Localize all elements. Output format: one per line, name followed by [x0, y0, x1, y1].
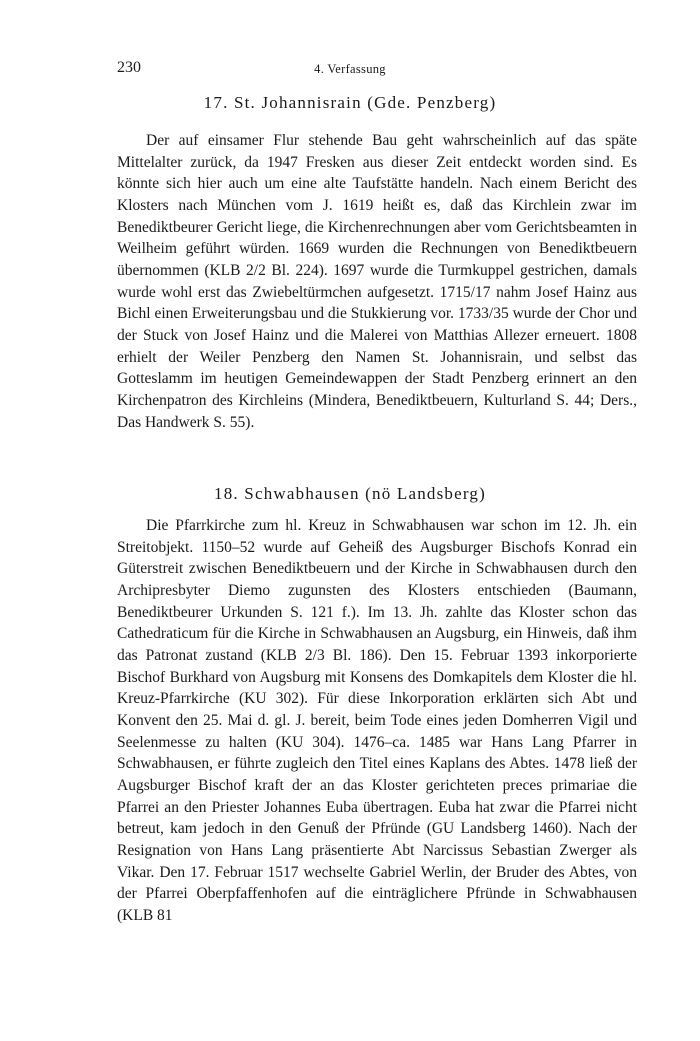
body-paragraph: Der auf einsamer Flur stehende Bau geht wahrscheinlich auf das späte Mittelalter zurück, da 1947 Fresken aus dieser Zeit entdeckt worden sind. Es könnte sich hier auch um eine alte Taufstätte handeln. Nach einem Bericht des Klosters nach München vom J. 1619 heißt es, daß das Kirchlein zwar im Benediktbeurer Gericht liege, die Kirchenrechnungen aber vom Gerichtsbeamten in Weilheim geführt würden. 1669 wurden die Rechnungen von Benediktbeuern übernommen (KLB 2/2 Bl. 224). 1697 wurde die Turmkuppel gestrichen, damals wurde wohl erst das Zwiebeltürmchen aufgesetzt. 1715/17 nahm Josef Hainz aus Bichl einen Erweiterungsbau und die Stukkierung vor. 1733/35 wurde der Chor und der Stuck von Josef Hainz und die Malerei von Matthias Allezer erneuert. 1808 erhielt der Weiler Penzberg den Namen St. Johannisrain, und selbst das Gotteslamm im heutigen Gemeindewappen der Stadt Penzberg erinnert an den Kirchenpatron des Kirchleins (Mindera, Benediktbeuern, Kulturland S. 44; Ders., Das Handwerk S. 55). [117, 132, 638, 431]
section-title: 18. Schwabhausen (nö Landsberg) [214, 484, 486, 503]
running-head: 4. Verfassung [314, 62, 386, 76]
page-number: 230 [117, 59, 141, 76]
body-paragraph: Die Pfarrkirche zum hl. Kreuz in Schwabhausen war schon im 12. Jh. ein Streitobjekt. 1150–52 wurde auf Geheiß des Augsburger Bischofs Konrad ein Güterstreit zwischen Benediktbeuern und der Kirche in Schwabhausen durch den Archipresbyter Diemo zugunsten des Klosters entschieden (Baumann, Benediktbeurer Urkunden S. 121 f.). Im 13. Jh. zahlte das Kloster schon das Cathedraticum für die Kirche in Schwabhausen an Augsburg, ein Hinweis, daß ihm das Patronat zustand (KLB 2/3 Bl. 186). Den 15. Februar 1393 inkorporierte Bischof Burkhard von Augsburg mit Konsens des Domkapitels dem Kloster die hl. Kreuz-Pfarrkirche (KU 302). Für diese Inkorporation erklärten sich Abt und Konvent den 25. Mai d. gl. J. bereit, beim Tode eines jeden Domherren Vigil und Seelenmesse zu halten (KU 304). 1476–ca. 1485 war Hans Lang Pfarrer in Schwabhausen, er führte zugleich den Titel eines Kaplans des Abtes. 1478 ließ der Augsburger Bischof kraft der an das Kloster gerichteten preces primariae die Pfarrei an den Priester Johannes Euba übertragen. Euba hat zwar die Pfarrei nicht betreut, kam jedoch in den Genuß der Pfründe (GU Landsberg 1460). Nach der Resignation von Hans Lang präsentierte Abt Narcissus Sebastian Zwerger als Vikar. Den 17. Februar 1517 wechselte Gabriel Werlin, der Bruder des Abtes, von der Pfarrei Oberpfaffenhofen auf die einträglichere Pfründe in Schwabhausen (KLB 81 [117, 517, 637, 924]
section-title: 17. St. Johannisrain (Gde. Penzberg) [203, 93, 497, 112]
